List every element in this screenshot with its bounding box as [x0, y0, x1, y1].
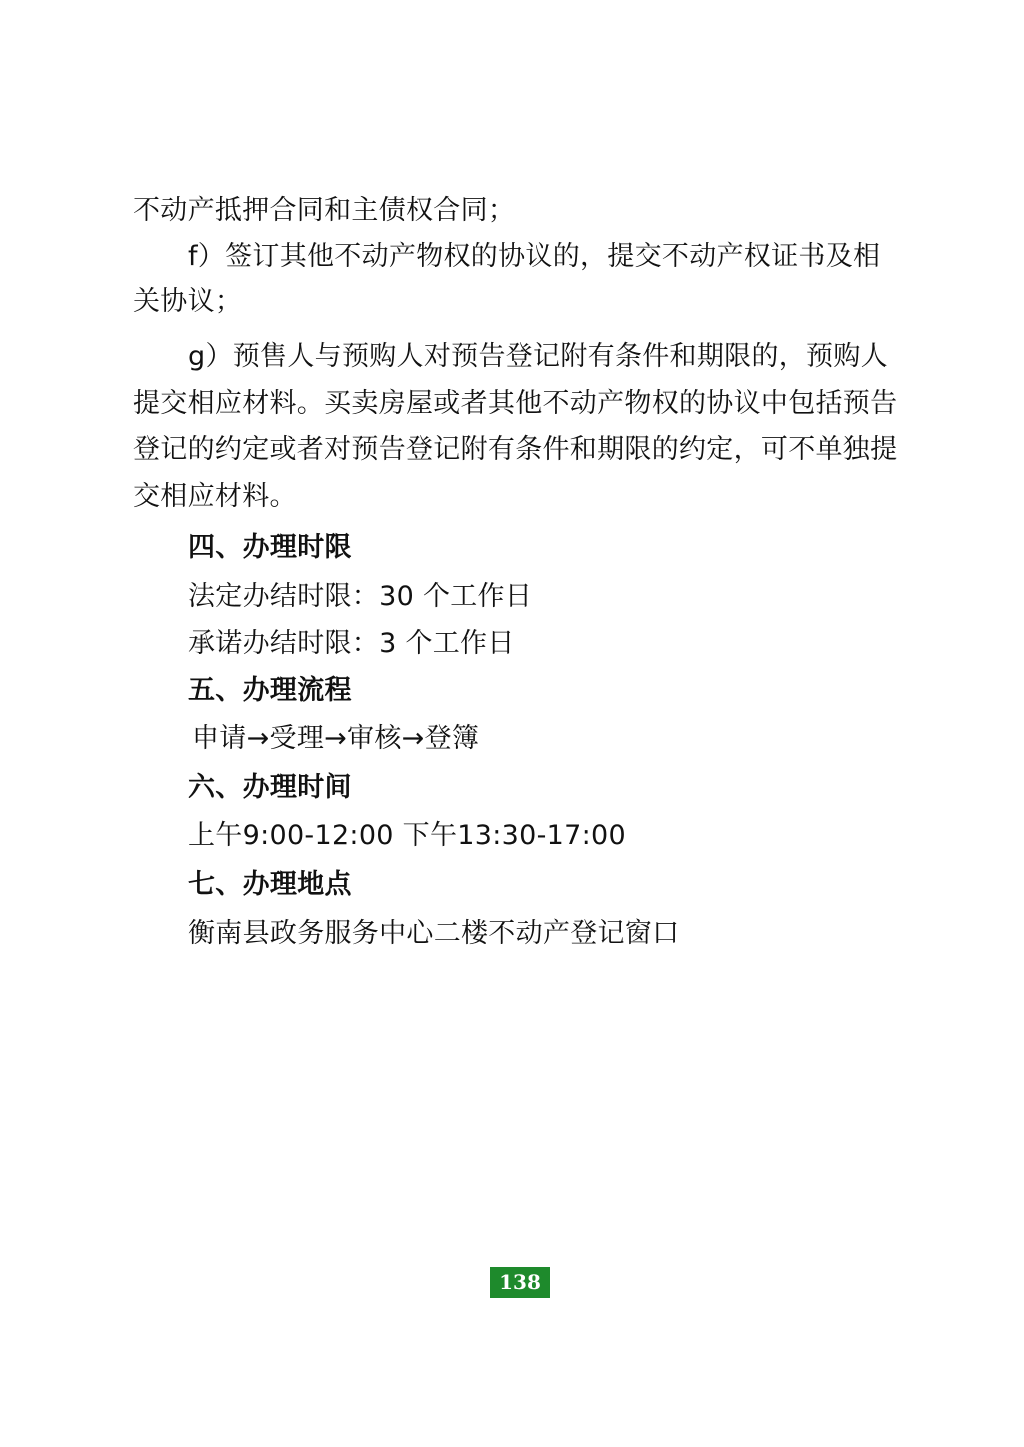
paragraph-g-line-1: g）预售人与预购人对预告登记附有条件和期限的，预购人	[188, 341, 888, 372]
section-heading-hours: 六、办理时间	[188, 772, 352, 803]
process-flow: 申请→受理→审核→登簿	[192, 723, 480, 754]
office-location: 衡南县政务服务中心二楼不动产登记窗口	[188, 918, 680, 949]
paragraph-g-line-2: 提交相应材料。买卖房屋或者其他不动产物权的协议中包括预告	[133, 388, 898, 419]
legal-time-limit: 法定办结时限：30 个工作日	[188, 581, 533, 612]
paragraph-e-tail: 不动产抵押合同和主债权合同；	[133, 195, 516, 226]
section-heading-process: 五、办理流程	[188, 675, 352, 706]
promised-time-limit: 承诺办结时限：3 个工作日	[188, 628, 515, 659]
paragraph-g-line-4: 交相应材料。	[133, 481, 297, 512]
paragraph-f-line-2: 关协议；	[133, 286, 243, 317]
paragraph-g-line-3: 登记的约定或者对预告登记附有条件和期限的约定，可不单独提	[133, 434, 898, 465]
office-hours: 上午9:00-12:00 下午13:30-17:00	[188, 820, 626, 851]
section-heading-time-limit: 四、办理时限	[188, 532, 352, 563]
page-number-badge: 138	[490, 1267, 550, 1298]
paragraph-f-line-1: f）签订其他不动产物权的协议的，提交不动产权证书及相	[188, 241, 881, 272]
section-heading-location: 七、办理地点	[188, 869, 352, 900]
